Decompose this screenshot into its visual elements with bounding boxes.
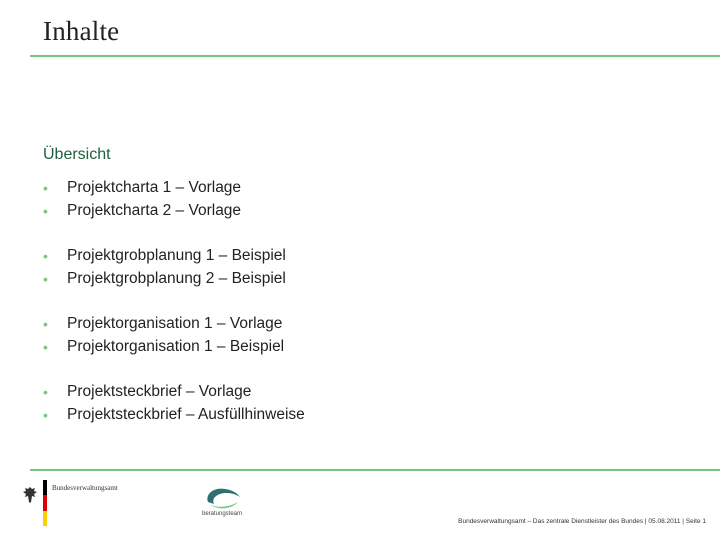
list-item (43, 244, 683, 267)
list-item-label: Projektsteckbrief – Ausfüllhinweise (67, 405, 305, 423)
bullet-groups (43, 176, 683, 448)
flag-bar (43, 480, 47, 526)
center-logo-text: beratungsteam (201, 511, 243, 517)
agency-name: Bundesverwaltungsamt (52, 484, 118, 492)
agency-logo (22, 480, 122, 530)
bullet-icon: • (43, 179, 48, 196)
footer-note: Bundesverwaltungsamt – Das zentrale Dienstleister des Bundes | 05.08.2011 | Seite 1 (458, 518, 706, 525)
flag-gold-stripe (43, 511, 47, 526)
list-item (43, 335, 683, 358)
list-item-label: Projektorganisation 1 – Beispiel (67, 337, 285, 355)
bottom-divider (30, 469, 720, 471)
section-heading: Übersicht (43, 146, 111, 163)
bullet-group (43, 312, 683, 358)
flag-red-stripe (43, 495, 47, 511)
bullet-icon: • (43, 406, 48, 423)
bullet-icon: • (43, 202, 48, 219)
list-item (43, 312, 683, 335)
list-item-label: Projektorganisation 1 – Vorlage (67, 314, 283, 332)
bullet-group (43, 380, 683, 426)
swoosh-icon (198, 484, 246, 512)
bullet-group (43, 244, 683, 290)
list-item-label: Projektcharta 2 – Vorlage (67, 201, 242, 219)
list-item (43, 267, 683, 290)
bullet-icon: • (43, 383, 48, 400)
list-item-label: Projektcharta 1 – Vorlage (67, 178, 242, 196)
list-item (43, 176, 683, 199)
list-item-label: Projektgrobplanung 1 – Beispiel (67, 246, 286, 264)
flag-black-stripe (43, 480, 47, 495)
eagle-icon (22, 486, 38, 504)
beratungsteam-logo (198, 484, 246, 524)
slide-title: Inhalte (43, 16, 120, 46)
list-item-label: Projektsteckbrief – Vorlage (67, 382, 252, 400)
bullet-icon: • (43, 247, 48, 264)
list-item (43, 199, 683, 222)
bullet-icon: • (43, 338, 48, 355)
list-item-label: Projektgrobplanung 2 – Beispiel (67, 269, 286, 287)
bullet-group (43, 176, 683, 222)
top-divider (30, 55, 720, 57)
list-item (43, 380, 683, 403)
list-item (43, 403, 683, 426)
bullet-icon: • (43, 315, 48, 332)
bullet-icon: • (43, 270, 48, 287)
